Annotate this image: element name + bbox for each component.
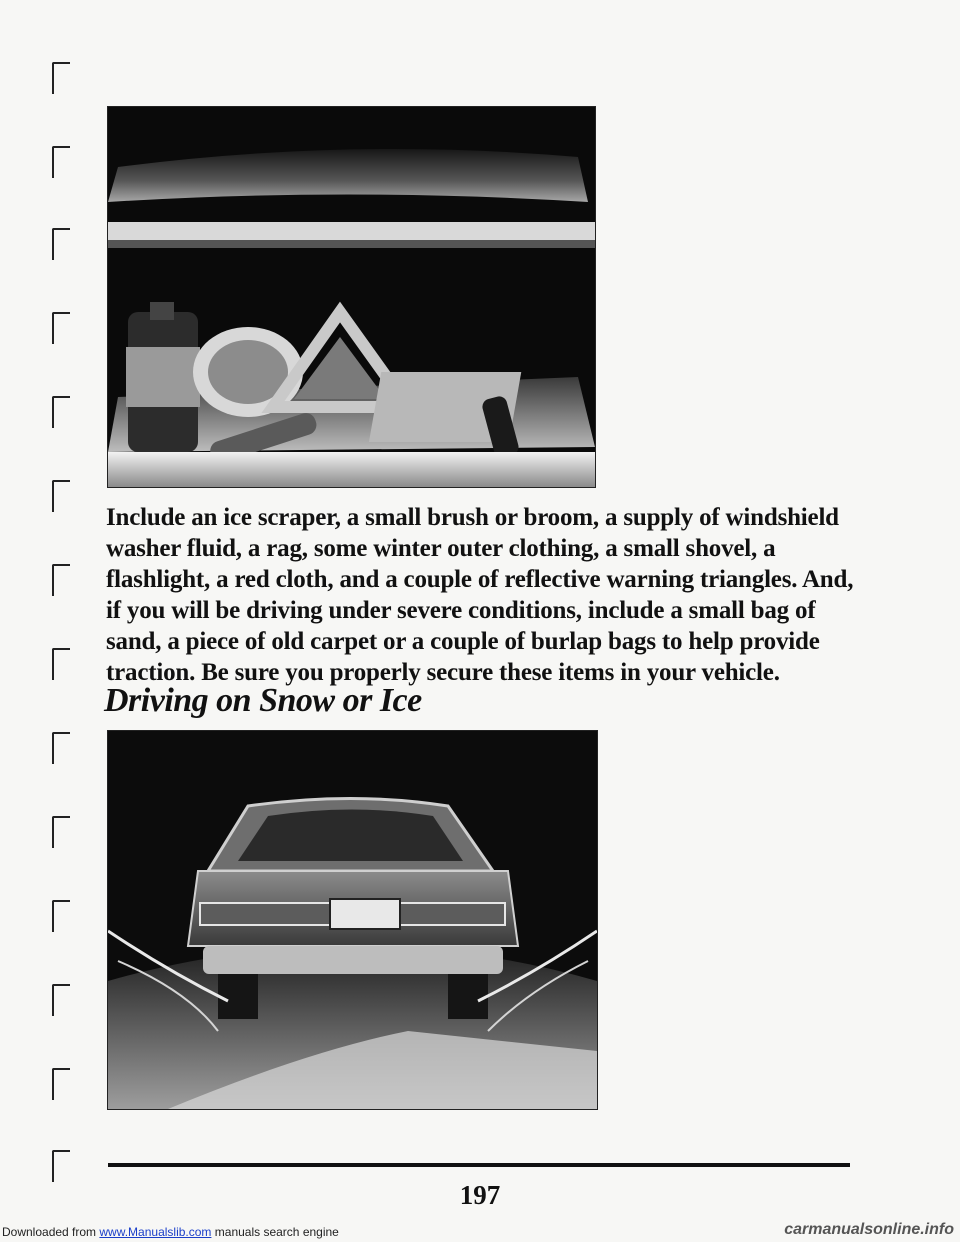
footer-source: [2, 1225, 339, 1239]
margin-mark: [52, 732, 70, 764]
margin-mark: [52, 648, 70, 680]
margin-mark: [52, 1150, 70, 1182]
margin-mark: [52, 984, 70, 1016]
margin-mark: [52, 228, 70, 260]
margin-mark: [52, 62, 70, 94]
margin-mark: [52, 396, 70, 428]
footer-prefix: Downloaded from: [2, 1225, 100, 1239]
margin-mark: [52, 900, 70, 932]
trunk-emergency-kit-photo: [107, 106, 596, 488]
margin-mark: [52, 564, 70, 596]
watermark: carmanualsonline.info: [784, 1221, 954, 1238]
car-on-snow-photo: [107, 730, 598, 1110]
margin-mark: [52, 312, 70, 344]
manualslib-link[interactable]: www.Manualslib.com: [99, 1225, 212, 1239]
margin-mark: [52, 1068, 70, 1100]
page-number: 197: [459, 1180, 501, 1210]
body-paragraph: Include an ice scraper, a small brush or broom, a supply of windshield washer fluid, a rag, some winter outer clothing, a small shovel, a flashlight, a red cloth, and a couple of reflective warning triangles. And, if you will be driving under severe conditions, include a small bag of sand, a piece of old carpet or a couple of burlap bags to help provide traction. Be sure you properly secure these items in your vehicle.: [106, 504, 854, 686]
margin-mark: [52, 816, 70, 848]
footer-rule: [108, 1163, 850, 1167]
margin-mark: [52, 146, 70, 178]
footer-suffix: manuals search engine: [211, 1225, 339, 1239]
section-heading: Driving on Snow or Ice: [104, 682, 422, 719]
margin-mark: [52, 480, 70, 512]
